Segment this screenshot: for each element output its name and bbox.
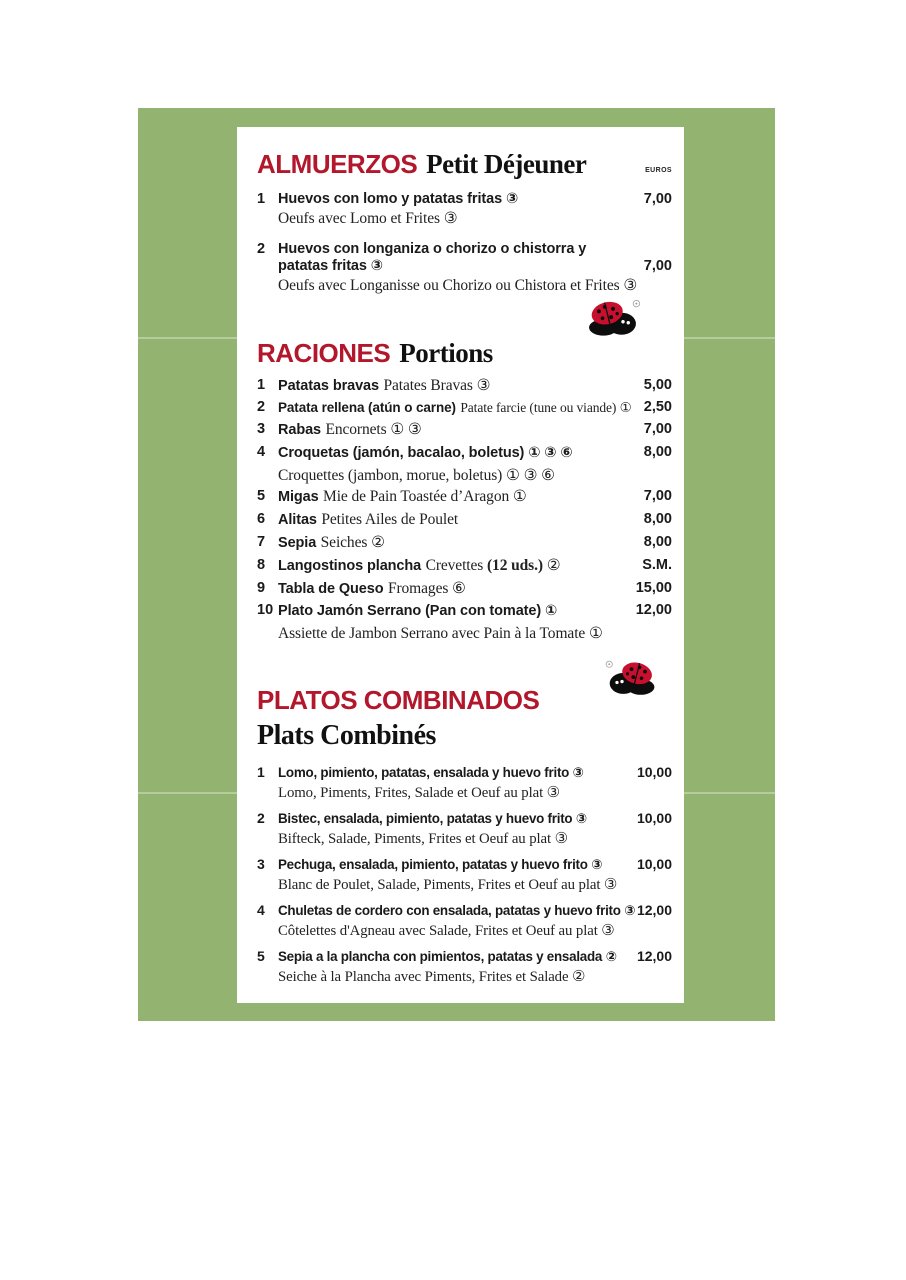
item-price: 5,00 [643,376,672,393]
item-number: 4 [257,902,265,919]
item-list [257,375,672,646]
registered-circle-mark [633,300,640,307]
item-name-es-line: Sepia a la plancha con pimientos, patatas y ensalada ② [278,949,617,965]
item-number: 5 [257,488,266,505]
menu-item [257,555,672,578]
section-title-es: ALMUERZOS [257,149,418,179]
item-name-es [278,241,626,276]
item-name-es-line: Pechuga, ensalada, pimiento, patatas y huevo frito ③ [278,857,603,873]
item-price: 7,00 [643,488,672,505]
item-price: 10,00 [636,764,672,781]
section-title-fr: Portions [399,337,493,368]
item-line [278,397,632,419]
item-price: 8,00 [643,443,672,460]
item-name-fr-sub: Croquettes (jambon, morue, boletus) ① ③ ⑥ [278,466,555,484]
menu-item [257,947,672,987]
item-name-es-line: Huevos con longaniza o chorizo o chistorra y [278,240,587,257]
item-line [278,555,626,578]
item-number: 2 [257,810,265,827]
euros-label: EUROS [645,167,672,174]
menu-item [257,600,672,645]
item-number: 2 [257,240,266,257]
item-text [278,901,636,941]
item-name-fr: Patates Bravas ③ [383,376,491,394]
menu-item [257,419,672,442]
item-name-fr: Patate farcie (tune ou viande) ① [460,400,632,416]
menu-item [257,241,672,296]
item-name-es: Patata rellena (atún o carne) [278,400,456,416]
item-text [278,763,626,803]
item-name-es: Sepia [278,535,317,552]
menu-item [257,442,672,487]
item-price: 10,00 [636,810,672,827]
item-text [278,240,638,296]
item-price: 12,00 [636,902,672,919]
item-price: 8,00 [643,534,672,551]
item-text [278,555,626,578]
item-line [278,600,626,623]
item-number: 2 [257,399,266,416]
item-list [257,191,672,296]
item-price: 2,50 [643,399,672,416]
menu-item [257,763,672,803]
item-text [278,947,626,987]
item-name-es [278,763,626,783]
registered-circle-mark [606,661,612,667]
item-name-es: Croquetas (jamón, bacalao, boletus) ① ③ ⑥ [278,444,573,461]
item-number: 10 [257,602,274,619]
item-line [278,509,626,532]
menu-item [257,375,672,398]
item-name-es: Migas [278,489,319,506]
item-name-fr: Fromages ⑥ [387,579,466,597]
section-almuerzos [257,147,672,296]
item-name-fr: Petites Ailes de Poulet [321,511,459,529]
item-name-es: Tabla de Queso [278,580,384,597]
item-text [278,486,626,509]
item-name-fr: Oeufs avec Lomo et Frites ③ [278,209,458,227]
item-price: 7,00 [643,258,672,274]
item-name-es [278,191,626,209]
menu-item [257,532,672,555]
item-name-fr: Lomo, Piments, Frites, Salade et Oeuf au plat ③ [278,784,560,801]
item-line [278,419,626,442]
section-title [257,147,672,181]
item-name-fr: Encornets ① ③ [325,421,422,439]
item-name-es [278,947,626,967]
item-name-fr: Côtelettes d'Agneau avec Salade, Frites et Oeuf au plat ③ [278,922,615,939]
item-text [278,375,626,398]
item-name-fr: Blanc de Poulet, Salade, Piments, Frites et Oeuf au plat ③ [278,876,618,893]
item-name-fr: Crevettes (12 uds.) ② [425,556,561,574]
item-name-es [278,855,626,875]
item-name-es: Langostinos plancha [278,557,422,574]
item-price: 8,00 [643,511,672,528]
item-line [278,532,626,555]
menu-item [257,809,672,849]
item-line [278,442,626,465]
ladybug-icon [583,295,641,339]
item-text [278,442,626,487]
item-name-es-line: Chuletas de cordero con ensalada, patatas y huevo frito ③ [278,903,636,919]
section-platos-combinados [257,683,672,987]
menu-item [257,509,672,532]
item-name-es: Rabas [278,422,322,439]
item-name-fr: Mie de Pain Toastée d’Aragon ① [323,488,527,506]
item-number: 1 [257,376,266,393]
item-price: 15,00 [635,579,672,596]
ladybug-icon [605,656,660,698]
item-number: 7 [257,534,266,551]
section-title-fr: Plats Combinés [257,720,436,752]
item-text [278,509,626,532]
item-line [278,578,626,601]
item-name-es-line: patatas fritas ③ [278,258,383,274]
item-name-fr-sub: Assiette de Jambon Serrano avec Pain à la Tomate ① [278,625,603,643]
item-name-es-line: Huevos con lomo y patatas fritas ③ [278,191,519,207]
item-text [278,397,632,419]
item-price: 12,00 [636,948,672,965]
section-title-fr: Petit Déjeuner [426,149,587,179]
item-name-fr: Seiche à la Plancha avec Piments, Frites et Salade ② [278,968,586,985]
item-name-es-line: Lomo, pimiento, patatas, ensalada y huevo frito ③ [278,765,584,781]
menu-item [257,578,672,601]
item-name-es-line: Bistec, ensalada, pimiento, patatas y huevo frito ③ [278,811,587,827]
item-text [278,578,626,601]
section-title [257,336,672,370]
menu-sheet [237,127,684,1003]
menu-item [257,901,672,941]
item-price: 7,00 [643,421,672,438]
section-raciones [257,336,672,646]
item-number: 3 [257,421,266,438]
item-name-es: Patatas bravas [278,377,379,394]
item-name-fr: Bifteck, Salade, Piments, Frites et Oeuf au plat ③ [278,830,568,847]
item-name-es [278,809,626,829]
item-text [278,532,626,555]
item-number: 8 [257,556,266,573]
item-text [278,419,626,442]
menu-item [257,191,672,229]
item-text [278,191,626,229]
item-line [278,375,626,398]
item-number: 1 [257,191,266,207]
item-name-fr: Seiches ② [320,534,385,552]
item-text [278,600,626,645]
item-number: 5 [257,948,265,965]
item-number: 6 [257,511,266,528]
item-name-es: Plato Jamón Serrano (Pan con tomate) ① [278,603,558,620]
menu-item [257,855,672,895]
item-name-es: Alitas [278,512,317,529]
item-name-es [278,901,636,921]
item-price: 12,00 [635,602,672,619]
item-text [278,855,626,895]
item-name-fr: Oeufs avec Longanisse ou Chorizo ou Chistora et Frites ③ [278,276,638,294]
menu-item [257,486,672,509]
item-number: 4 [257,443,266,460]
item-number: 3 [257,856,265,873]
section-title-es: RACIONES [257,337,391,368]
item-list [257,763,672,987]
section-title-es: PLATOS COMBINADOS [257,685,540,716]
item-price: 10,00 [636,856,672,873]
item-line [278,486,626,509]
item-number: 9 [257,579,266,596]
menu-item [257,397,672,419]
item-text [278,809,626,849]
item-number: 1 [257,764,265,781]
item-price: 7,00 [643,191,672,207]
item-price: S.M. [642,556,672,573]
